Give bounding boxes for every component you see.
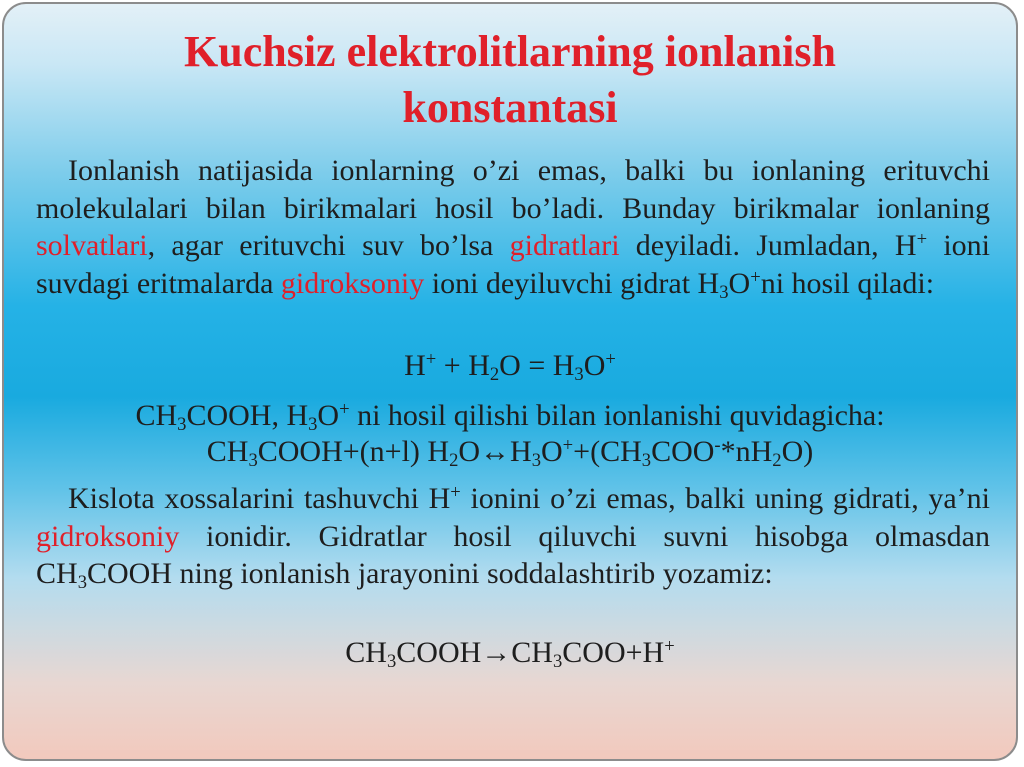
text-run: O) <box>781 435 814 468</box>
slide-title <box>4 24 1016 136</box>
text-run: ni hosil qilishi bilan ionlanishi quvidagicha: <box>349 399 885 432</box>
text-run: O <box>541 435 563 468</box>
text-run: O↔H <box>458 435 532 468</box>
subscript: 3 <box>177 414 187 436</box>
text-run: ioni deyiluvchi gidrat H <box>424 266 720 300</box>
subscript: 3 <box>308 414 318 436</box>
text-run: CH <box>345 636 387 669</box>
subscript: 3 <box>248 450 258 472</box>
equation-hydronium-formation <box>4 347 1016 384</box>
text-run: COOH+(n+l) H <box>257 435 450 468</box>
text-run: , agar erituvchi suv bo’lsa <box>147 229 510 262</box>
text-run: CH <box>135 399 178 432</box>
text-run: Ionlanish natijasida ionlarning o’zi emas, balki bu ionlaning erituvchi molekulalari bilan birikmalari hosil bo’ladi. Bunday birikmalar ionlaning <box>36 154 990 225</box>
subscript: 3 <box>552 651 563 673</box>
text-run: ioni suvdagi eritmalarda <box>36 229 990 300</box>
text-run: O = H <box>499 349 575 382</box>
superscript: + <box>450 481 461 503</box>
term-gidratlari: gidratlari <box>509 229 620 262</box>
text-run: ionini o’zi emas, balki uning gidrati, ya’ni <box>460 482 990 515</box>
subscript: 3 <box>574 364 584 386</box>
subscript: 3 <box>386 651 397 673</box>
superscript: + <box>425 348 437 370</box>
superscript: + <box>605 348 616 370</box>
subscript: 2 <box>772 450 782 472</box>
text-run: deyiladi. Jumladan, H <box>619 229 917 262</box>
subscript: 2 <box>489 364 500 386</box>
slide-title-line-2: konstantasi <box>402 83 618 132</box>
paragraph-simplified-ionization <box>36 480 990 593</box>
text-run: CH <box>206 435 249 468</box>
text-run: COOH ning ionlanish jarayonini soddalashtirib yozamiz: <box>86 557 773 590</box>
superscript: + <box>664 635 675 657</box>
slide-title-line-1: Kuchsiz elektrolitlarning ionlanish <box>184 27 836 76</box>
subscript: 2 <box>449 450 459 472</box>
equation-acetic-acid-ionization <box>4 433 1016 470</box>
text-run: O <box>728 266 751 300</box>
superscript: + <box>916 228 928 250</box>
subscript: 3 <box>641 450 652 472</box>
term-gidroksoniy: gidroksoniy <box>280 266 425 300</box>
subscript: 3 <box>77 572 87 594</box>
text-run: + H <box>436 349 490 382</box>
text-run: Kislota xossalarini tashuvchi H <box>68 482 451 515</box>
subscript: 3 <box>531 450 541 472</box>
superscript: - <box>714 434 721 456</box>
equation-acetic-acid-intro <box>4 397 1016 434</box>
text-run: ni hosil qiladi: <box>760 266 935 300</box>
text-run: COO <box>651 435 715 468</box>
text-run: +(CH <box>573 435 642 468</box>
text-run: O <box>583 349 606 382</box>
text-run: COOH→CH <box>396 636 553 669</box>
term-gidroksoniy: gidroksoniy <box>36 519 180 553</box>
slide-frame <box>2 2 1018 761</box>
text-run: ionidir. Gidratlar hosil qiluvchi suvni hisobga olmasdan CH <box>36 519 990 590</box>
text-run: O <box>317 399 340 432</box>
text-run: COOH, H <box>186 399 309 432</box>
term-solvatlari: solvatlari <box>36 229 148 262</box>
text-run: COO+H <box>562 636 665 669</box>
superscript: + <box>750 266 761 288</box>
text-run: *nH <box>720 435 773 468</box>
text-run: H <box>404 349 426 382</box>
superscript: + <box>339 398 350 420</box>
superscript: + <box>562 434 574 456</box>
paragraph-ionization-intro <box>36 152 990 302</box>
equation-simplified-ionization <box>4 634 1016 671</box>
subscript: 3 <box>719 281 729 303</box>
